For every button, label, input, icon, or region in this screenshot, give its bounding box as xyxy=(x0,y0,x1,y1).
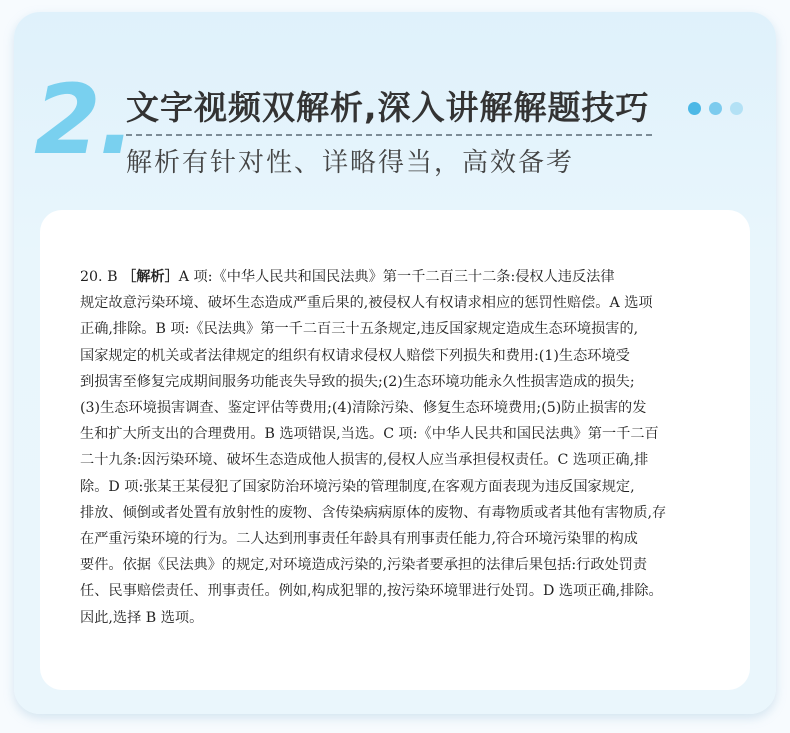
answer-explanation xyxy=(80,264,712,631)
dot-icon xyxy=(730,102,743,115)
section-subtitle: 解析有针对性、详略得当，高效备考 xyxy=(126,148,575,178)
section-number: 2. xyxy=(34,64,134,176)
dot-icon xyxy=(709,102,722,115)
dot-icon xyxy=(688,102,701,115)
analysis-text: A 项:《中华人民共和国民法典》第一千二百三十二条:侵权人违反法律 规定故意污染环境、破坏生态造成严重后果的,被侵权人有权请求相应的惩罚性赔偿。A 选项 正确,排除。B 项:《民法典》第一千二百三十五条规定,违反国家规定造成生态环境损害的, 国家规定的机关或者法律规定的组织有权请求侵权人赔偿下列损失和费用:(1)生态环境受 到损害至修复完成期间服务功能丧失导致的损失;(2)生态环境功能永久性损害造成的损失; (3)生态环境损害调查、鉴定评估等费用;(4)清除污染、修复生态环境费用;(5)防止损害的发 生和扩大所支出的合理费用。B 选项错误,当选。C 项:《中华人民共和国民法典》第一千二百 二十九条:因污染环境、破坏生态造成他人损害的,侵权人应当承担侵权责任。C 选项正确,排 除。D 项:张某王某侵犯了国家防治环境污染的管理制度,在客观方面表现为违反国家规定, 排放、倾倒或者处置有放射性的废物、含传染病病原体的废物、有毒物质或者其他有害物质,存 在严重污染环境的行为。二人达到刑事责任年龄具有刑事责任能力,符合环境污染罪的构成 要件。依据《民法典》的规定,对环境造成污染的,污染者要承担的法律后果包括:行政处罚责 任、民事赔偿责任、刑事责任。例如,构成犯罪的,按污染环境罪进行处罚。D 选项正确,排除。 因此,选择 B 选项。 xyxy=(80,269,667,626)
dashed-divider xyxy=(126,134,652,136)
analysis-tag: ［解析］ xyxy=(122,269,179,285)
section-title: 文字视频双解析,深入讲解解题技巧 xyxy=(126,88,650,127)
question-answer: 20. B xyxy=(80,269,118,285)
